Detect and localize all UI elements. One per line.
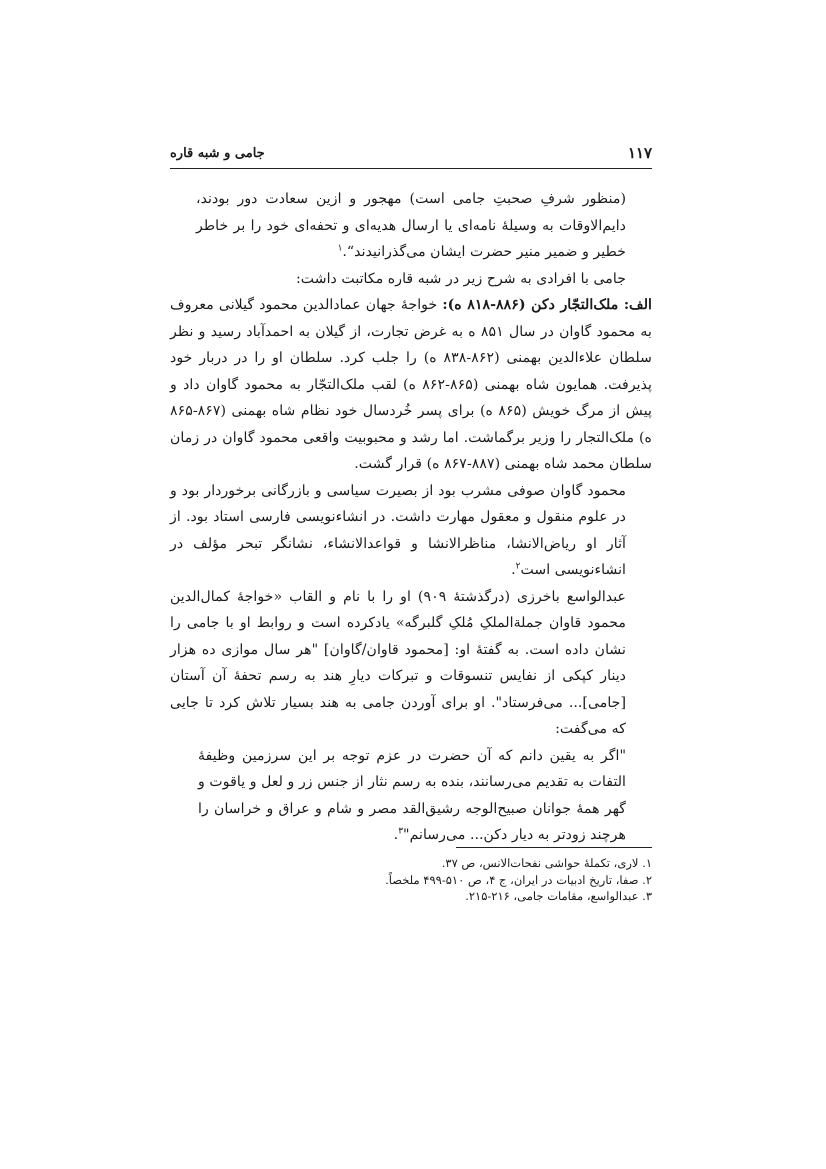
- paragraph-text: (منظور شرفِ صحبتِ جامی است) مهجور و ازین سعادت دور بودند، دایم‌الاوقات به وسیلهٔ نامه‌ای یا ارسال هدیه‌ای و تحفه‌ای خود را بر خاطر خطیر و ضمیر منیر حضرت ایشان می‌گذرانیدند: [196, 191, 626, 260]
- footnote-3: ۳. عبدالواسع، مقامات جامی، ۲۱۶-۲۱۵.: [465, 889, 652, 903]
- footnote-divider: [456, 847, 652, 848]
- paragraph-text: خواجهٔ جهان عمادالدین محمود گیلانی معروف به محمود گاوان در سال ۸۵۱ ه به غرض تجارت، از گیلان به احمدآباد رسید و نظر سلطان علاءالدین بهمنی (۸۶۲-۸۳۸ ه) را جلب کرد. سلطان او را در دربار خود پذیرفت. همایون شاه بهمنی (۸۶۵-۸۶۲ ه) لقب ملک‌التجّار به محمود گاوان داد و پیش از مرگ خویش (۸۶۵ ه) برای پسر خُردسال خود نظام شاه بهمنی (۸۶۷-۸۶۵ ه) ملک‌التجار را وزیر برگماشت. اما رشد و محبوبیت واقعی محمود گاوان در زمان سلطان محمد شاه بهمنی (۸۸۷-۸۶۷ ه) قرار گشت.: [170, 297, 652, 472]
- main-text: [170, 186, 652, 849]
- paragraph-quote-continuation: [170, 186, 652, 266]
- paragraph-intro: [170, 266, 652, 293]
- footnotes: [300, 855, 652, 905]
- paragraph-bakharzi: [170, 584, 652, 743]
- footnote-ref-3[interactable]: ۳: [398, 826, 404, 837]
- page-header: [170, 138, 652, 169]
- footnote-ref-1[interactable]: ۱: [337, 243, 343, 254]
- footnote-1: ۱. لاری، تکملهٔ حواشی نفحات‌الانس، ص ۳۷.: [441, 856, 652, 870]
- running-title: جامی و شبه قاره: [170, 146, 265, 161]
- section-heading: الف: ملک‌التجّار دکن (۸۸۶-۸۱۸ ه):: [442, 297, 653, 313]
- paragraph-text: عبدالواسع باخرزی (درگذشتهٔ ۹۰۹) او را با نام و القاب «خواجهٔ کمال‌الدین محمود قاوان جملةالملکِ مُلکِ گلبرگه» یادکرده است و روابط او با جامی را نشان داده است. به گفتهٔ او: [محمود قاوان/گاوان] "هر سال موازی ده هزار دینار کپکی از نفایس تنسوقات و تبرکات دیارِ هند به رسم تحفهٔ آن آستان [جامی]... می‌فرستاد". او برای آوردن جامی به هند بسیار تلاش کرد تا جایی که می‌گفت:: [170, 588, 626, 737]
- paragraph-text: جامی با افرادی به شرح زیر در شبه قاره مکاتبت داشت:: [296, 270, 626, 287]
- paragraph-section-alef: [170, 292, 652, 478]
- footnote-2: ۲. صفا، تاریخ ادبیات در ایران، ج ۴، ص ۵۱۰-۴۹۹ ملخصاً.: [385, 872, 652, 887]
- paragraph-text: محمود گاوان صوفی مشرب بود از بصیرت سیاسی و بازرگانی برخوردار بود و در علوم منقول و معقول مهارت داشت. در انشاءنویسی فارسی استاد بود. از آثار او ریاض‌الانشا، مناظرالانشا و قواعدالانشاء، نشانگر تبحر مؤلف در انشاءنویسی است: [170, 482, 626, 578]
- paragraph-gavan: [170, 478, 652, 584]
- period: .: [393, 827, 399, 843]
- footnote-ref-2[interactable]: ۲: [515, 561, 521, 572]
- period: .: [511, 562, 516, 578]
- quote-mark: ": [403, 827, 410, 843]
- quote-text: "اگر به یقین دانم که آن حضرت در عزم توجه بر این سرزمین وظیفهٔ التفات به تقدیم می‌رسانند، بنده به رسم نثار از جنس زر و لعل و یاقوت و گهر همهٔ جوانان صبیح‌الوجه رشیق‌القد مصر و شام و عراق و خراسان را هرچند زودتر به دیار دکن... می‌رسانم: [198, 747, 626, 843]
- quote-mark: “.: [342, 244, 355, 260]
- page-number: ۱۱۷: [627, 144, 652, 162]
- block-quote: [170, 743, 652, 849]
